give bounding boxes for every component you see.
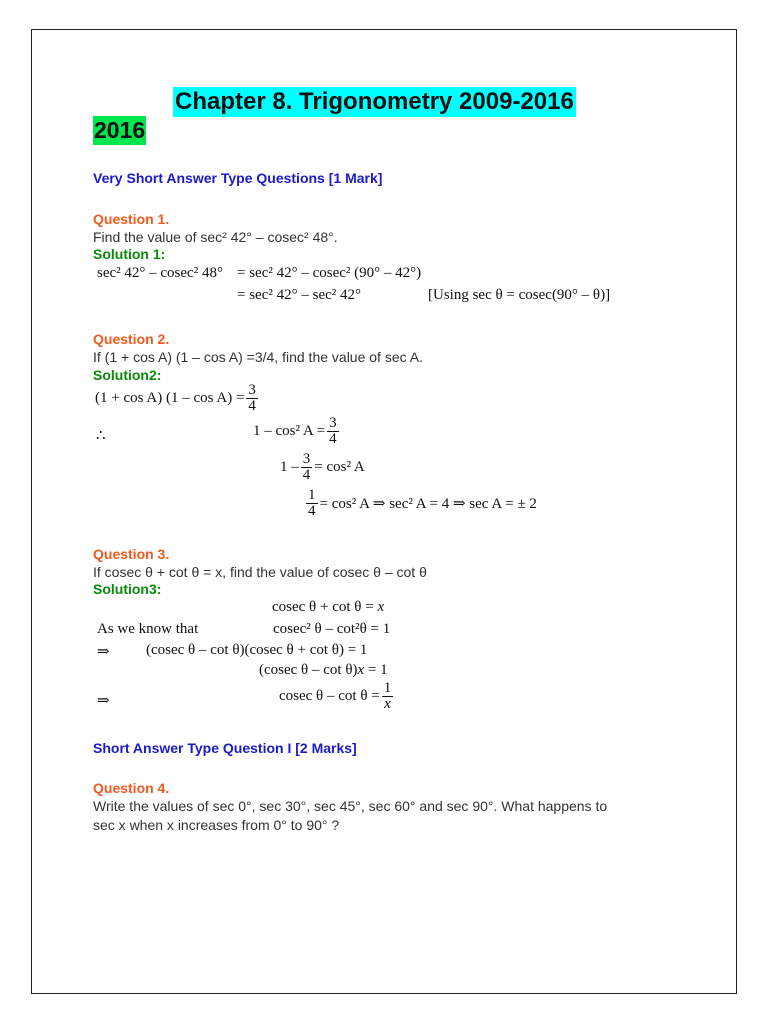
therefore-symbol: ∴: [96, 428, 106, 444]
solution-3-line1: cosec θ + cot θ = x: [272, 599, 385, 615]
solution-2-line3: 1 – $\frac{3}{4}$ = cos² A: [280, 451, 365, 483]
solution-3-line4: (cosec θ – cot θ)x = 1: [259, 662, 388, 678]
fraction-three-fourths: $\frac{3}{4}$: [329, 415, 337, 447]
section-heading-2: Short Answer Type Question I [2 Marks]: [93, 740, 357, 756]
solution-2-line1: [95, 383, 260, 414]
solution-3-as-we-know: As we know that: [97, 621, 199, 637]
solution-2-line1-lhs: (1 + cos A) (1 – cos A) =: [95, 390, 245, 406]
implies-arrow: ⇒: [97, 693, 110, 709]
solution-3-line3: (cosec θ – cot θ)(cosec θ + cot θ) = 1: [146, 642, 368, 658]
question-4-text-line1: Write the values of sec 0°, sec 30°, sec 45°, sec 60° and sec 90°. What happens to: [93, 798, 608, 814]
solution-3-label: Solution3:: [93, 581, 162, 597]
implies-arrow: ⇒: [97, 644, 110, 660]
solution-1-line1-rhs: = sec² 42° – cosec² (90° – 42°): [237, 265, 422, 281]
solution-1-line1-lhs: sec² 42° – cosec² 48°: [97, 265, 223, 281]
solution-3-line5: cosec θ – cot θ = $\frac{1}{x}$: [279, 680, 392, 712]
question-3-label: Question 3.: [93, 546, 170, 562]
fraction-one-fourth: $\frac{1}{4}$: [308, 487, 316, 519]
solution-3-identity: cosec² θ – cot²θ = 1: [273, 621, 391, 637]
fraction-three-fourths: $\frac{3}{4}$: [248, 382, 256, 414]
fraction-three-fourths: $\frac{3}{4}$: [302, 451, 311, 483]
question-3-text: If cosec θ + cot θ = x, find the value of cosec θ – cot θ: [93, 564, 427, 580]
section-heading-1: Very Short Answer Type Questions [1 Mark]: [93, 170, 383, 186]
solution-1-line2-rhs: = sec² 42° – sec² 42°: [237, 287, 362, 303]
page-title: Chapter 8. Trigonometry 2009-2016: [175, 88, 574, 115]
solution-1-label: Solution 1:: [93, 246, 166, 262]
question-4-text-line2: sec x when x increases from 0° to 90° ?: [93, 817, 340, 833]
solution-2-line4: $\frac{1}{4}$ = cos² A ⇒ sec² A = 4 ⇒ sec A = ± 2: [308, 487, 537, 519]
year-heading: 2016: [94, 117, 146, 143]
question-1-text: Find the value of sec² 42° – cosec² 48°.: [93, 229, 338, 245]
question-1-label: Question 1.: [93, 211, 170, 227]
fraction-one-over-x: $\frac{1}{x}$: [383, 680, 392, 712]
solution-2-line2: 1 – cos² A = $\frac{3}{4}$: [253, 415, 337, 447]
solution-1-line2-note: [Using sec θ = cosec(90° – θ)]: [428, 287, 611, 303]
question-4-label: Question 4.: [93, 780, 170, 796]
question-2-label: Question 2.: [93, 331, 170, 347]
solution-2-label: Solution2:: [93, 367, 162, 383]
question-2-text: If (1 + cos A) (1 – cos A) =3/4, find the value of sec A.: [93, 349, 423, 365]
